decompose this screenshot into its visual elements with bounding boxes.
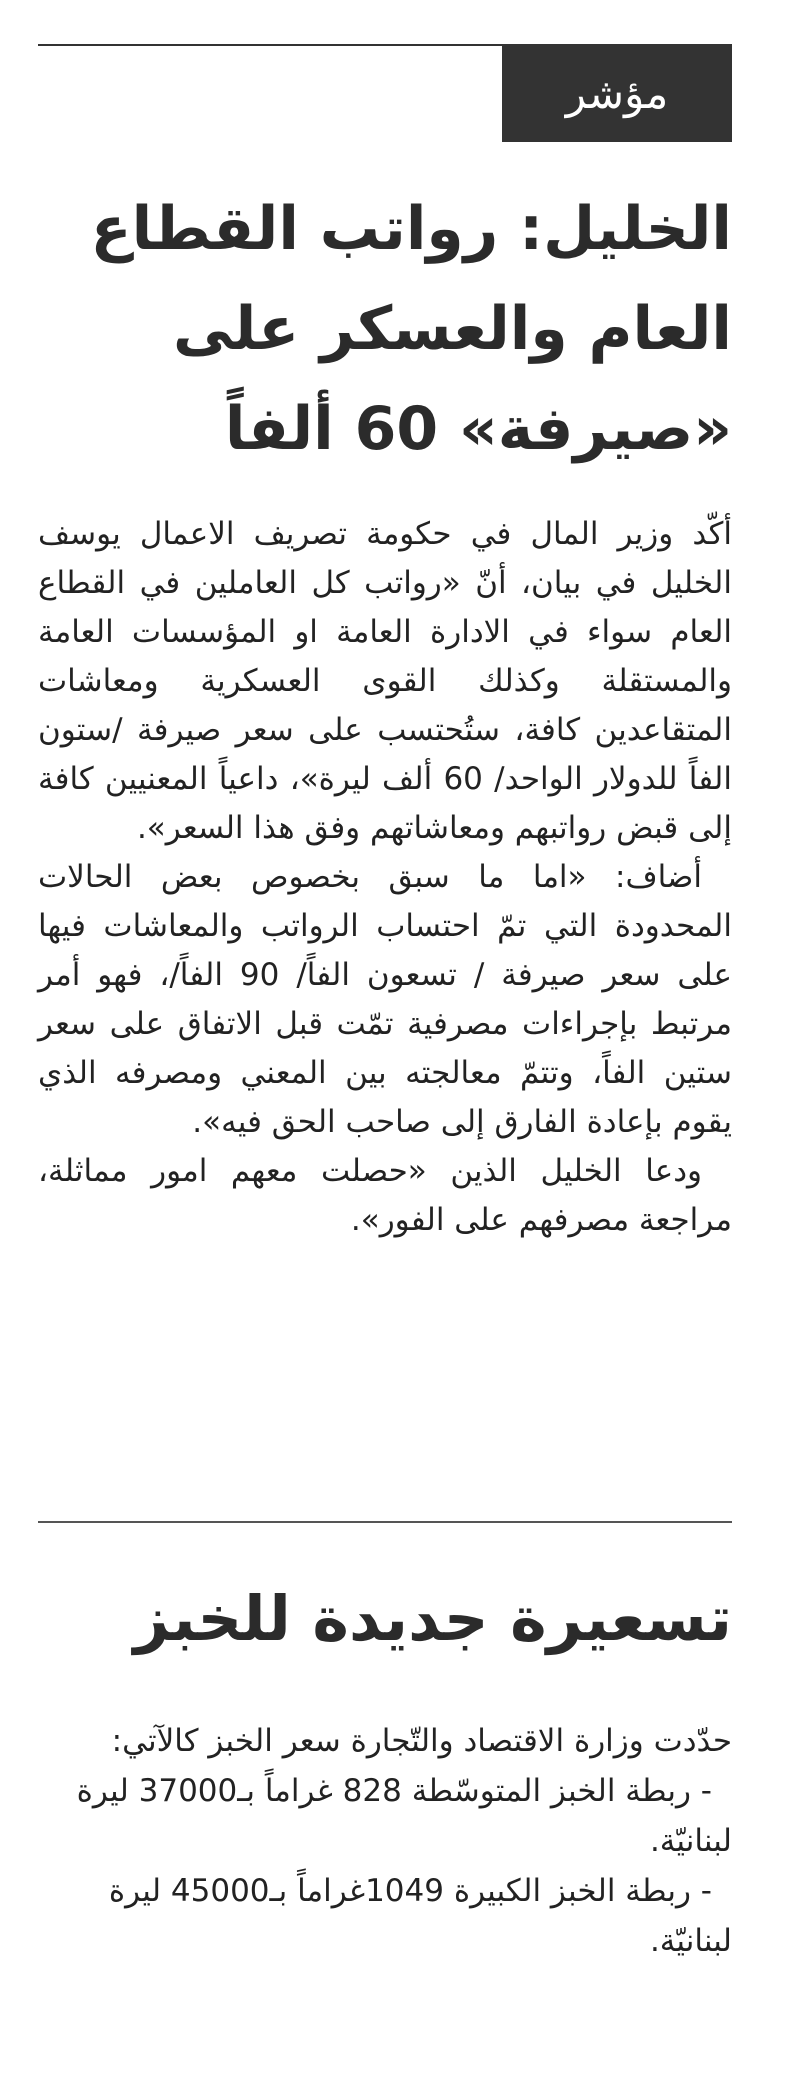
article-divider (38, 1521, 732, 1523)
article2-body (38, 1716, 732, 1966)
article1-paragraph: ودعا الخليل الذين «حصلت معهم امور مماثلة، مراجعة مصرفهم على الفور». (38, 1153, 732, 1238)
article1-title: الخليل: رواتب القطاع العام والعسكر على «صيرفة» 60 ألفاً (90, 194, 732, 464)
price-item: - ربطة الخبز الكبيرة 1049غراماً بـ45000 ليرة لبنانيّة. (108, 1873, 732, 1959)
article1-body (38, 510, 732, 1245)
article1-paragraph: أكّد وزير المال في حكومة تصريف الاعمال يوسف الخليل في بيان، أنّ «رواتب كل العاملين في القطاع العام سواء في الادارة العامة او المؤسسات العامة والمستقلة وكذلك القوى العسكرية ومعاشات المتقاعدين كافة، ستُحتسب على سعر صيرفة /ستون الفاً للدولار الواحد/ 60 ألف ليرة»، داعياً المعنيين كافة إلى قبض رواتبهم ومعاشاتهم وفق هذا السعر». (38, 516, 732, 846)
article1-paragraph: أضاف: «اما ما سبق بخصوص بعض الحالات المحدودة التي تمّ احتساب الرواتب والمعاشات فيها على سعر صيرفة / تسعون الفاً/ 90 الفاً/، فهو أمر مرتبط بإجراءات مصرفية تمّت قبل الاتفاق على سعر ستين الفاً، وتتمّ معالجته بين المعني ومصرفه الذي يقوم بإعادة الفارق إلى صاحب الحق فيه». (38, 859, 732, 1140)
article2-title: تسعيرة جديدة للخبز (133, 1582, 732, 1655)
section-tag: مؤشر (502, 44, 732, 142)
article2-intro: حدّدت وزارة الاقتصاد والتّجارة سعر الخبز كالآتي: (111, 1723, 732, 1759)
price-item: - ربطة الخبز المتوسّطة 828 غراماً بـ37000 ليرة لبنانيّة. (76, 1773, 732, 1859)
